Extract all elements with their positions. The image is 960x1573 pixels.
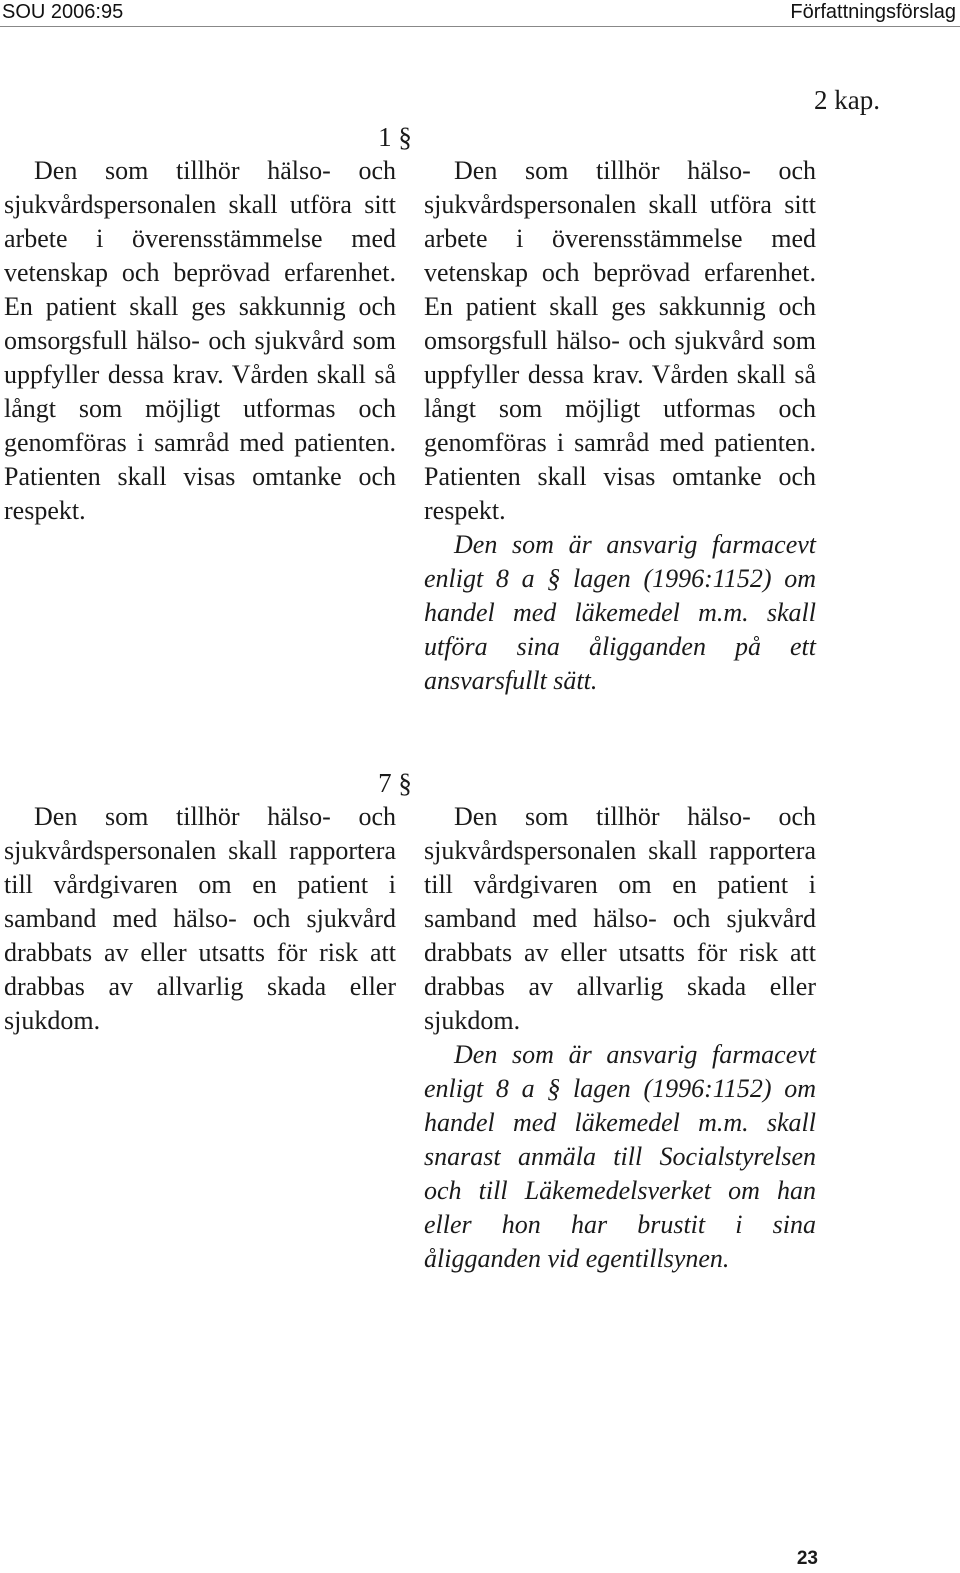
proposed-text-section-1	[424, 154, 816, 698]
current-text-section-7	[4, 800, 396, 1038]
paragraph: Den som tillhör hälso- och sjukvårdspersonalen skall rapportera till vårdgivaren om en patient i samband med hälso- och sjukvård drabbats av eller utsatts för risk att drabbas av allvarlig skada eller sjukdom.	[424, 802, 816, 1035]
header-rule	[0, 26, 960, 27]
chapter-heading: 2 kap.	[814, 85, 880, 115]
new-paragraph: Den som är ansvarig farmacevt enligt 8 a § lagen (1996:1152) om handel med läkemedel m.m. skall snarast anmäla till Socialstyrelsen och till Läkemedelsverket om han eller hon har brustit i sina åligganden vid egentillsynen.	[424, 1040, 816, 1273]
paragraph: Den som tillhör hälso- och sjukvårdspersonalen skall utföra sitt arbete i överensstämmelse med vetenskap och beprövad erfarenhet. En patient skall ges sakkunnig och omsorgsfull hälso- och sjukvård som uppfyller dessa krav. Vården skall så långt som möjligt utformas och genomföras i samråd med patienten. Patienten skall visas omtanke och respekt.	[424, 156, 816, 525]
new-paragraph: Den som är ansvarig farmacevt enligt 8 a § lagen (1996:1152) om handel med läkemedel m.m. skall utföra sina åligganden på ett ansvarsfullt sätt.	[424, 530, 816, 695]
page-number: 23	[796, 1548, 818, 1569]
section-mark-7: 7 §	[378, 768, 412, 798]
paragraph: Den som tillhör hälso- och sjukvårdspersonalen skall utföra sitt arbete i överensstämmelse med vetenskap och beprövad erfarenhet. En patient skall ges sakkunnig och omsorgsfull hälso- och sjukvård som uppfyller dessa krav. Vården skall så långt som möjligt utformas och genomföras i samråd med patienten. Patienten skall visas omtanke och respekt.	[4, 156, 396, 525]
section-mark-1: 1 §	[378, 122, 412, 152]
running-header-right: Författningsförslag	[790, 1, 956, 23]
paragraph: Den som tillhör hälso- och sjukvårdspersonalen skall rapportera till vårdgivaren om en patient i samband med hälso- och sjukvård drabbats av eller utsatts för risk att drabbas av allvarlig skada eller sjukdom.	[4, 802, 396, 1035]
current-text-section-1	[4, 154, 396, 528]
running-header-left: SOU 2006:95	[2, 1, 124, 23]
proposed-text-section-7	[424, 800, 816, 1276]
